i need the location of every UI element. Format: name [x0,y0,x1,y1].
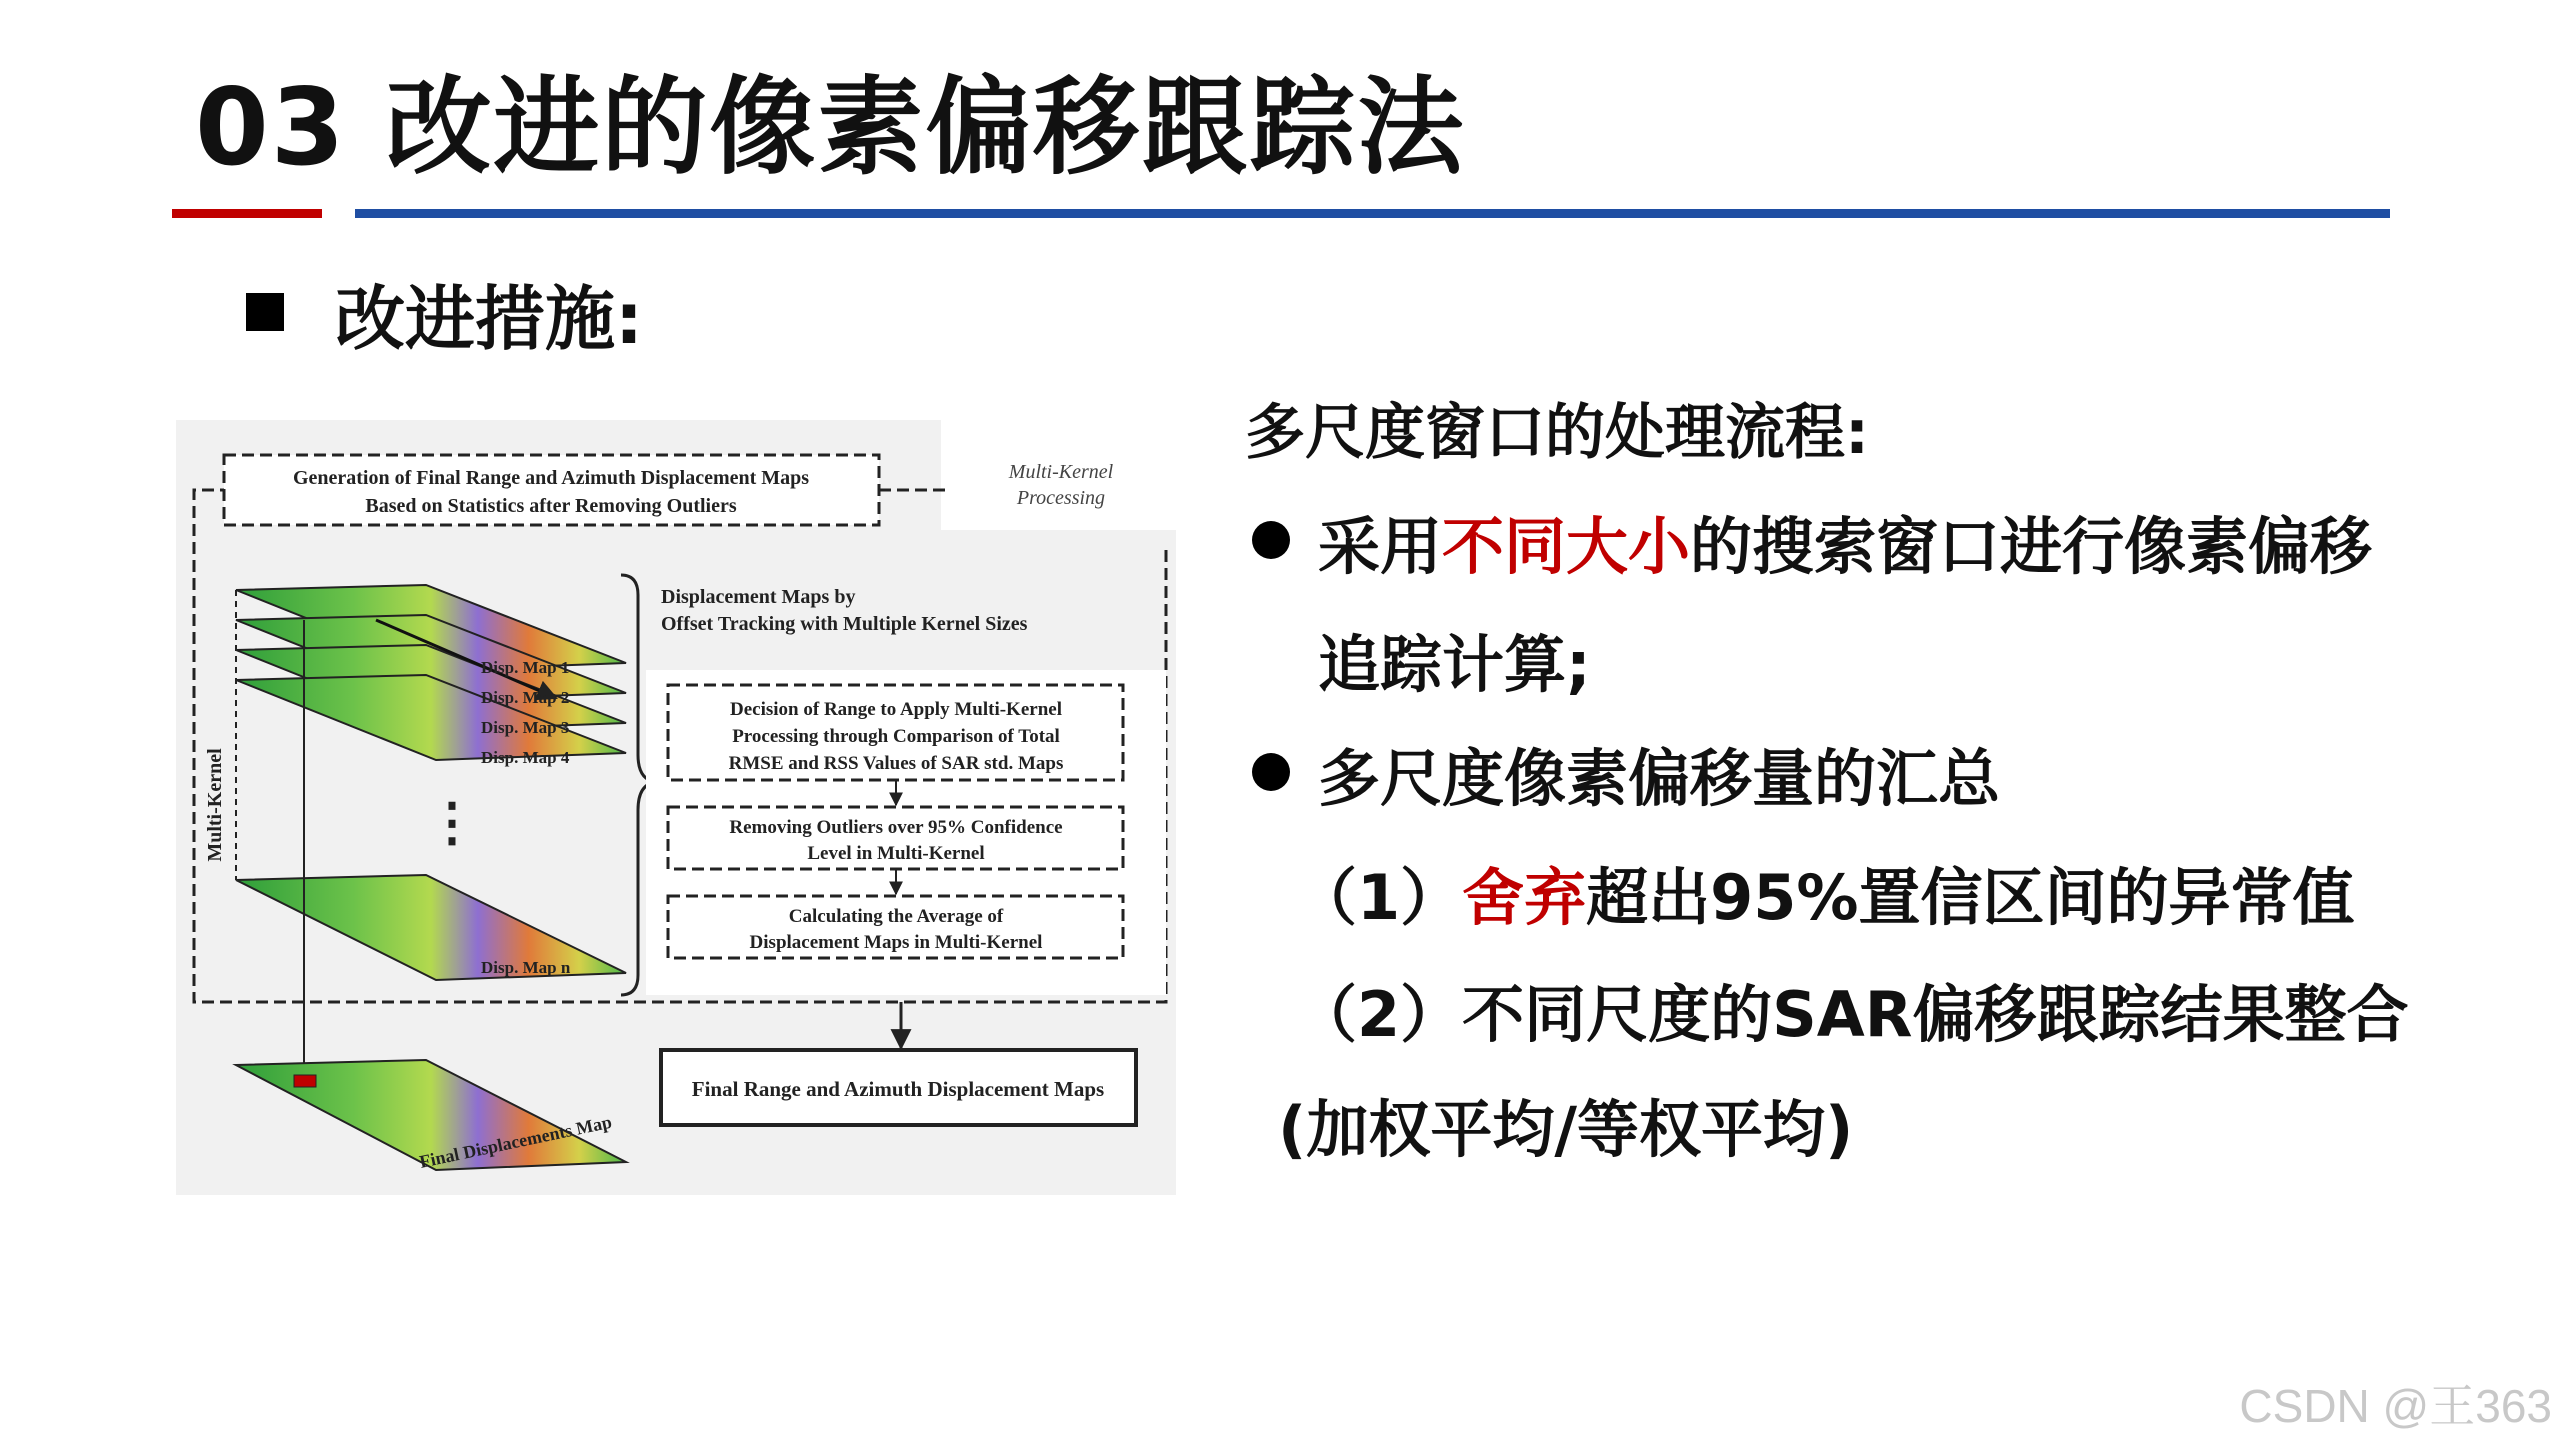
average-text-1: Calculating the Average of [788,906,1004,927]
page-title: 03 改进的像素偏移跟踪法 [195,66,1466,189]
side-label: Multi-Kernel [204,748,226,862]
bullet-1-line-2: 追踪计算; [1318,628,1591,701]
round-bullet-icon [1252,521,1290,559]
outliers-text-1: Removing Outliers over 95% Confidence [729,817,1063,838]
round-bullet-icon [1252,753,1290,791]
sub-1-highlight: 舍弃 [1462,861,1587,934]
watermark: CSDN @王363 [2239,1380,2552,1432]
map-label-4: Disp. Map 4 [481,748,570,767]
title-underline-red [172,209,322,218]
section-label: 改进措施: [335,278,643,360]
top-box-text-2: Based on Statistics after Removing Outliers [365,495,737,517]
title-underline-blue [355,209,2390,218]
process-label-2: Processing [1016,487,1106,509]
map-label-n: Disp. Map n [481,958,571,977]
bullet-1-highlight: 不同大小 [1442,510,1691,583]
decision-text-3: RMSE and RSS Values of SAR std. Maps [728,753,1064,774]
map-label-1: Disp. Map 1 [481,658,570,677]
map-label-3: Disp. Map 3 [481,718,570,737]
bullet-2-line-1: 多尺度像素偏移量的汇总 [1318,742,2001,815]
flow-heading: 多尺度窗口的处理流程: [1245,398,1869,468]
map-label-2: Disp. Map 2 [481,688,570,707]
bullet-1-line-1 [1318,497,2372,586]
stack-label-2: Offset Tracking with Multiple Kernel Sizes [661,613,1028,635]
decision-text-1: Decision of Range to Apply Multi-Kernel [730,699,1062,720]
bullet-2-sub-3: (加权平均/等权平均) [1278,1093,1854,1166]
final-box-text: Final Range and Azimuth Displacement Maps [691,1077,1105,1101]
sub-1-text: 超出95%置信区间的异常值 [1586,861,2355,934]
stack-label-1: Displacement Maps by [661,586,856,608]
final-map-label: Final Displacements Map [417,1111,614,1172]
ellipsis: ⋮ [426,795,478,852]
bullet-2-sub-1 [1295,848,2355,937]
process-label-1: Multi-Kernel [1008,461,1114,483]
bullet-2-sub-2: （2）不同尺度的SAR偏移跟踪结果整合 [1295,978,2409,1051]
outliers-text-2: Level in Multi-Kernel [807,843,985,864]
average-text-2: Displacement Maps in Multi-Kernel [749,932,1043,953]
multi-kernel-flow-diagram [176,420,1176,1195]
sub-1-number: （1） [1295,861,1463,934]
bullet-1-text-post: 的搜索窗口进行像素偏移 [1690,510,2373,583]
decision-text-2: Processing through Comparison of Total [732,726,1060,747]
square-bullet-icon [246,293,284,331]
top-box-text-1: Generation of Final Range and Azimuth Displacement Maps [292,467,810,489]
bullet-1-text-pre: 采用 [1318,510,1443,583]
